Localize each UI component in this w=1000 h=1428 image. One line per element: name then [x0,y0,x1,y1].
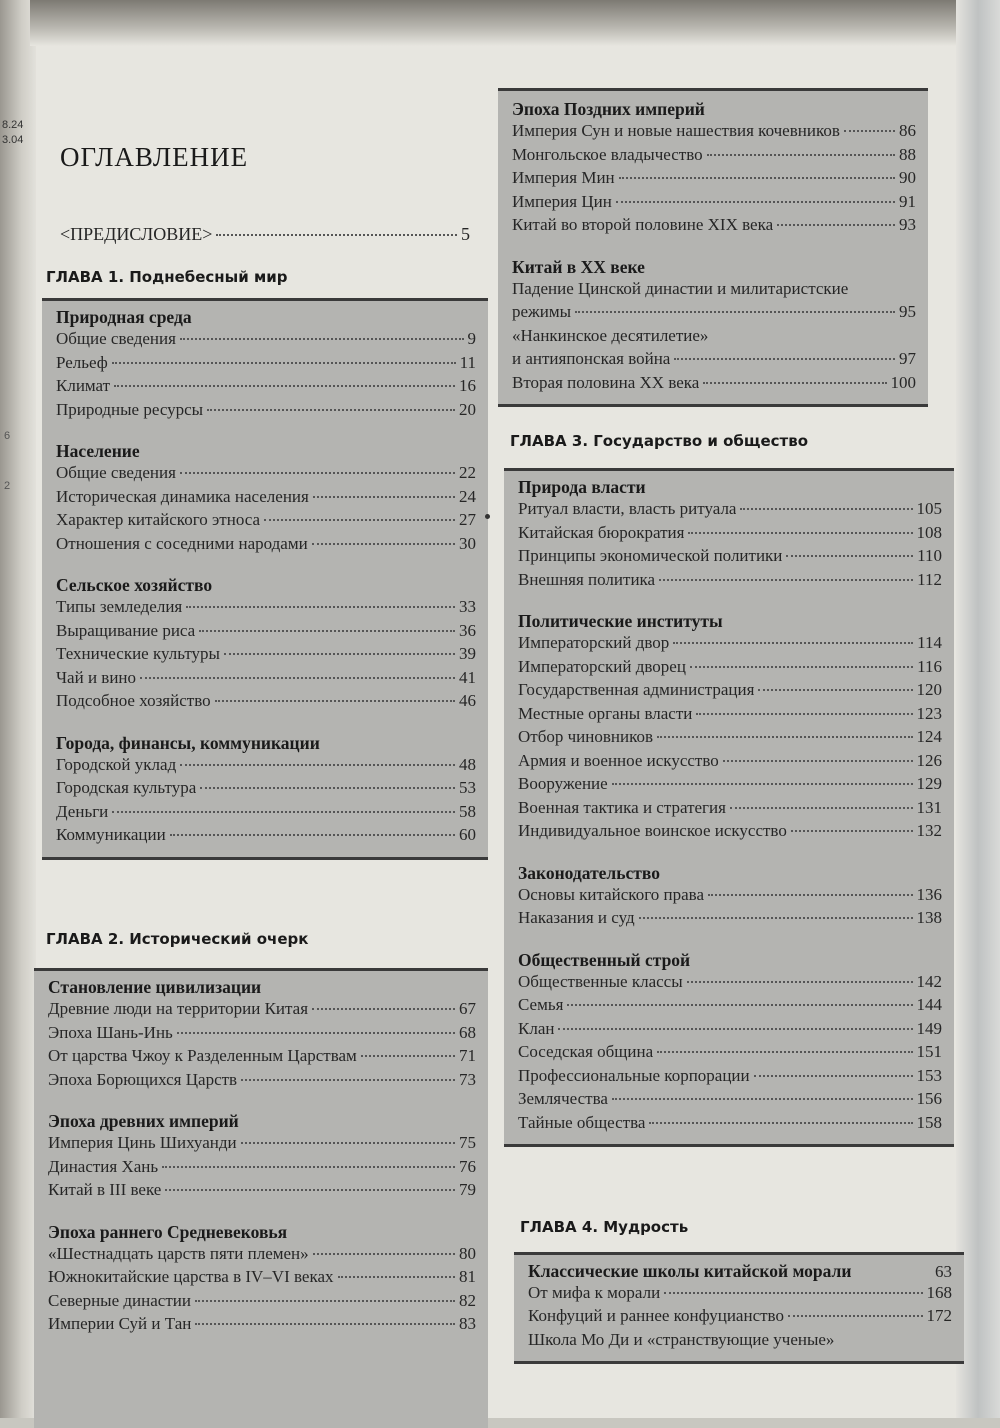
leader-dots [740,508,912,510]
entry-label: Выращивание риса [56,620,196,640]
toc-entry [518,821,942,845]
toc-section [48,1220,476,1338]
entry-page: 76 [459,1156,476,1176]
leader-dots [791,830,913,832]
entry-page: 80 [459,1243,476,1263]
entry-page: 75 [459,1133,476,1152]
entry-page: 24 [459,486,476,506]
leader-dots [114,385,455,387]
toc-entry [56,597,476,621]
entry-label: Природные ресурсы [56,399,204,419]
entry-label: Вооружение [518,774,608,793]
entry-label: Семья [518,995,564,1014]
toc-entry [512,215,916,239]
toc-section [512,97,916,239]
entry-page: 126 [916,750,942,770]
entry-label: Империя Цин [512,191,612,211]
entry-label: Военная тактика и стратегия [518,797,726,817]
entry-page: 39 [459,644,476,663]
toc-entry [518,751,942,775]
entry-page: 124 [916,727,942,746]
toc-entry [518,1042,942,1066]
leader-dots [673,642,913,644]
leader-dots [567,1004,912,1006]
entry-page: 105 [916,499,942,518]
section-title-row [528,1259,952,1283]
entry-label: режимы [512,302,572,321]
toc-entry [518,1066,942,1090]
toc-entry [518,1089,942,1113]
leader-dots [758,689,912,691]
entry-label: Городской уклад [56,754,177,774]
toc-section [528,1259,952,1353]
entry-label: Эпоха Борющихся Царств [48,1069,238,1089]
leader-dots [215,700,455,702]
entry-page: 123 [916,703,942,723]
entry-label: Китайская бюрократия [518,522,685,542]
section-title: Китай в XX веке [512,256,645,277]
leader-dots [612,1098,913,1100]
entry-page: 114 [917,633,942,652]
entry-page: 22 [459,463,476,482]
toc-entry [56,400,476,424]
entry-page: 46 [459,691,476,710]
leader-dots [619,177,895,179]
entry-label: Принципы экономической политики [518,546,783,565]
entry-label: Коммуникации [56,825,166,844]
leader-dots [140,677,455,679]
entry-label: Деньги [56,801,109,821]
margin-mark: 2 [4,480,11,492]
leader-dots [657,1051,912,1053]
leader-dots [788,1315,923,1317]
entry-page: 91 [899,191,916,211]
toc-entry [56,778,476,802]
entry-page: 81 [459,1267,476,1286]
leader-dots [361,1055,455,1057]
entry-label: Внешняя политика [518,569,656,589]
entry-label: Общие сведения [56,463,176,482]
leader-dots [708,894,913,896]
toc-entry [48,1070,476,1094]
entry-page: 88 [899,144,916,164]
entry-label: Типы земледелия [56,597,183,616]
leader-dots [657,736,913,738]
entry-label: Падение Цинской династии и милитаристские [512,278,849,298]
entry-label: Армия и военное искусство [518,750,719,770]
toc-entry [518,1113,942,1137]
entry-label: Основы китайского права [518,884,704,904]
leader-dots [674,358,895,360]
chapter-box [504,468,954,1147]
chapter-box [514,1252,964,1364]
entry-label: Императорский двор [518,633,670,652]
toc-entry [56,755,476,779]
entry-page: 5 [461,224,470,244]
toc-entry [512,145,916,169]
toc-entry [56,463,476,487]
entry-page: 90 [899,168,916,187]
leader-dots [754,1075,913,1077]
toc-entry [56,621,476,645]
page-title: ОГЛАВЛЕНИЕ [60,142,249,172]
entry-page: 100 [890,372,916,392]
toc-entry [518,1019,942,1043]
toc-entry [512,373,916,397]
entry-label: Общественные классы [518,971,683,991]
leader-dots [558,1028,912,1030]
entry-page: 156 [916,1089,942,1108]
toc-entry [518,908,942,932]
toc-section [518,948,942,1137]
entry-page: 132 [916,821,942,840]
section-title: Эпоха раннего Средневековья [48,1221,288,1242]
entry-label: Империя Мин [512,168,615,187]
toc-entry [48,1023,476,1047]
toc-entry [512,302,916,326]
toc-entry [518,727,942,751]
toc-entry [518,570,942,594]
toc-entry [512,192,916,216]
entry-page: 58 [459,801,476,821]
entry-label: Городская культура [56,778,197,797]
entry-label: Вторая половина XX века [512,372,700,392]
leader-dots [312,1008,455,1010]
toc-entry [56,644,476,668]
toc-entry [518,546,942,570]
toc-section [56,573,476,715]
page-speck [485,514,490,519]
entry-label: Наказания и суд [518,908,635,927]
toc-entry [56,691,476,715]
section-title: Природа власти [518,477,646,497]
entry-label: Государственная администрация [518,680,755,699]
toc-entry [518,633,942,657]
section-title: Законодательство [518,862,660,883]
entry-page: 112 [917,569,942,589]
entry-label: Климат [56,376,111,395]
section-title: Природная среда [56,307,192,327]
entry-label: Монгольское владычество [512,144,703,164]
section-title: Общественный строй [518,949,691,970]
leader-dots [241,1079,455,1081]
leader-dots [200,787,455,789]
leader-dots [690,666,913,668]
section-title: Эпоха древних империй [48,1111,239,1131]
leader-dots [264,519,455,521]
toc-entry [48,1180,476,1204]
toc-entry [56,329,476,353]
leader-dots [639,917,913,919]
entry-label: «Шестнадцать царств пяти племен» [48,1243,309,1263]
leader-dots [170,834,455,836]
toc-entry [512,168,916,192]
entry-page: 110 [917,546,942,565]
toc-entry [48,1046,476,1070]
entry-page: 149 [916,1018,942,1038]
entry-page: 83 [459,1314,476,1333]
leader-dots [777,224,895,226]
entry-page: 151 [916,1042,942,1061]
entry-label: Технические культуры [56,644,220,663]
chapter-box [42,298,488,860]
book-binding [0,0,36,1418]
leader-dots [844,130,895,132]
toc-entry [528,1283,952,1307]
toc-entry [56,487,476,511]
entry-label: Местные органы власти [518,703,693,723]
chapter-heading: ГЛАВА 1. Поднебесный мир [46,268,288,286]
entry-page: 67 [459,999,476,1018]
entry-page: 153 [916,1065,942,1085]
toc-section [48,1109,476,1204]
toc-section [512,255,916,397]
toc-section [56,439,476,557]
entry-page: 168 [926,1282,952,1302]
entry-page: 95 [899,302,916,321]
toc-entry [518,995,942,1019]
leader-dots [186,606,455,608]
entry-label: Империя Сун и новые нашествия кочевников [512,121,840,140]
leader-dots [687,981,913,983]
toc-entry [518,499,942,523]
toc-section [518,861,942,932]
entry-page: 138 [916,908,942,927]
leader-dots [338,1276,456,1278]
leader-dots [664,1292,922,1294]
entry-page: 30 [459,533,476,553]
toc-entry [518,680,942,704]
entry-label: Землячества [518,1089,608,1108]
entry-page: 86 [899,121,916,140]
toc-entry [528,1306,952,1330]
leader-dots [313,496,455,498]
entry-page: 172 [926,1306,952,1325]
toc-entry [528,1330,952,1354]
leader-dots [707,154,895,156]
leader-dots [195,1323,455,1325]
leader-dots [177,1032,455,1034]
entry-label: Китай в III веке [48,1180,162,1199]
leader-dots [207,409,455,411]
entry-page: 93 [899,215,916,234]
toc-entry [56,510,476,534]
leader-dots [616,201,895,203]
entry-label: Школа Мо Ди и «странствующие ученые» [528,1329,835,1349]
toc-section [518,475,942,593]
leader-dots [199,630,455,632]
page-top-edge [30,0,970,46]
margin-mark: 6 [4,430,11,442]
entry-label: Соседская община [518,1042,654,1061]
entry-page: 144 [916,995,942,1014]
leader-dots [180,338,464,340]
toc-entry [56,376,476,400]
toc-entry [518,523,942,547]
section-title: Сельское хозяйство [56,575,213,595]
entry-page: 9 [467,329,476,348]
toc-entry [48,1267,476,1291]
preface-entry [60,224,470,248]
entry-label: «Нанкинское десятилетие» [512,325,709,345]
toc-entry [518,972,942,996]
entry-page: 27 [459,510,476,529]
entry-page: 73 [459,1069,476,1089]
section-title: Классические школы китайской морали [528,1261,852,1281]
entry-page: 136 [916,884,942,904]
entry-label: Чай и вино [56,667,137,687]
toc-section [56,731,476,849]
leader-dots [112,811,455,813]
section-title: Города, финансы, коммуникации [56,732,320,753]
entry-page: 33 [459,597,476,616]
entry-label: Характер китайского этноса [56,510,261,529]
entry-label: Северные династии [48,1290,191,1310]
toc-entry [56,802,476,826]
entry-label: От мифа к морали [528,1282,661,1302]
leader-dots [216,234,457,236]
leader-dots [723,760,913,762]
entry-page: 68 [459,1022,476,1042]
entry-label: Южнокитайские царства в IV–VI веках [48,1267,334,1286]
entry-label: Клан [518,1018,555,1038]
entry-label: Отношения с соседними народами [56,533,308,553]
chapter-box-continued [498,88,928,407]
entry-page: 16 [459,376,476,395]
toc-entry [48,1157,476,1181]
entry-label: Ритуал власти, власть ритуала [518,499,737,518]
toc-entry [518,798,942,822]
toc-entry [48,1291,476,1315]
toc-entry [48,999,476,1023]
toc-entry [512,326,916,350]
section-title: Политические институты [518,611,723,631]
entry-page: 63 [935,1262,952,1281]
leader-dots [165,1189,455,1191]
section-title: Население [56,441,140,461]
entry-label: Индивидуальное воинское искусство [518,821,787,840]
toc-entry [56,534,476,558]
leader-dots [312,543,455,545]
margin-note: 8.24 3.04 [2,119,24,146]
entry-page: 97 [899,349,916,368]
leader-dots [612,783,913,785]
entry-page: 60 [459,825,476,844]
entry-page: 20 [459,399,476,419]
leader-dots [649,1122,912,1124]
entry-page: 108 [916,522,942,542]
entry-page: 120 [916,680,942,699]
toc-entry [512,121,916,145]
toc-section [48,975,476,1093]
entry-page: 129 [916,774,942,793]
leader-dots [703,382,886,384]
leader-dots [659,579,913,581]
entry-label: Общие сведения [56,329,176,348]
entry-label: Отбор чиновников [518,727,653,746]
leader-dots [180,764,455,766]
section-title: Становление цивилизации [48,977,262,997]
chapter-heading: ГЛАВА 2. Исторический очерк [46,930,309,948]
toc-section [518,609,942,845]
toc-entry [48,1244,476,1268]
entry-page: 116 [917,656,942,676]
entry-label: Тайные общества [518,1112,646,1132]
leader-dots [696,713,912,715]
entry-label: Династия Хань [48,1156,159,1176]
leader-dots [313,1253,455,1255]
entry-page: 131 [916,797,942,817]
entry-label: Эпоха Шань-Инь [48,1022,173,1042]
entry-label: <ПРЕДИСЛОВИЕ> [60,224,213,244]
leader-dots [786,555,913,557]
entry-page: 142 [916,971,942,991]
leader-dots [180,472,455,474]
toc-entry [48,1314,476,1338]
chapter-heading: ГЛАВА 3. Государство и общество [510,432,809,450]
toc-entry [518,657,942,681]
entry-page: 53 [459,778,476,797]
entry-label: Историческая динамика населения [56,486,309,506]
entry-page: 48 [459,754,476,774]
leader-dots [195,1300,455,1302]
entry-label: Подсобное хозяйство [56,691,211,710]
toc-entry [56,668,476,692]
entry-page: 82 [459,1290,476,1310]
page-right-edge [956,0,1000,1418]
section-title: Эпоха Поздних империй [512,99,705,119]
leader-dots [688,532,912,534]
entry-page: 11 [459,352,476,372]
toc-entry [56,825,476,849]
entry-label: Императорский дворец [518,656,686,676]
toc-entry [56,353,476,377]
entry-label: Конфуций и раннее конфуцианство [528,1306,784,1325]
toc-entry [518,704,942,728]
entry-label: Рельеф [56,352,108,372]
toc-entry [48,1133,476,1157]
entry-page: 79 [459,1180,476,1199]
toc-entry [518,885,942,909]
entry-label: Империя Цинь Шихуанди [48,1133,237,1152]
entry-label: Древние люди на территории Китая [48,999,309,1018]
entry-page: 36 [459,620,476,640]
entry-label: Империи Суй и Тан [48,1314,192,1333]
chapter-heading: ГЛАВА 4. Мудрость [520,1218,689,1236]
toc-entry [512,279,916,303]
entry-page: 41 [459,667,476,687]
entry-page: 71 [459,1046,476,1065]
toc-entry [512,349,916,373]
leader-dots [112,362,456,364]
entry-label: и антияпонская война [512,349,671,368]
leader-dots [224,653,455,655]
entry-label: Профессиональные корпорации [518,1065,750,1085]
leader-dots [241,1142,455,1144]
entry-label: Китай во второй половине XIX века [512,215,774,234]
leader-dots [575,311,895,313]
toc-entry [518,774,942,798]
entry-page: 158 [916,1112,942,1132]
leader-dots [162,1166,455,1168]
leader-dots [730,807,913,809]
chapter-box [34,968,488,1428]
entry-label: От царства Чжоу к Разделенным Царствам [48,1046,357,1065]
toc-section [56,305,476,423]
